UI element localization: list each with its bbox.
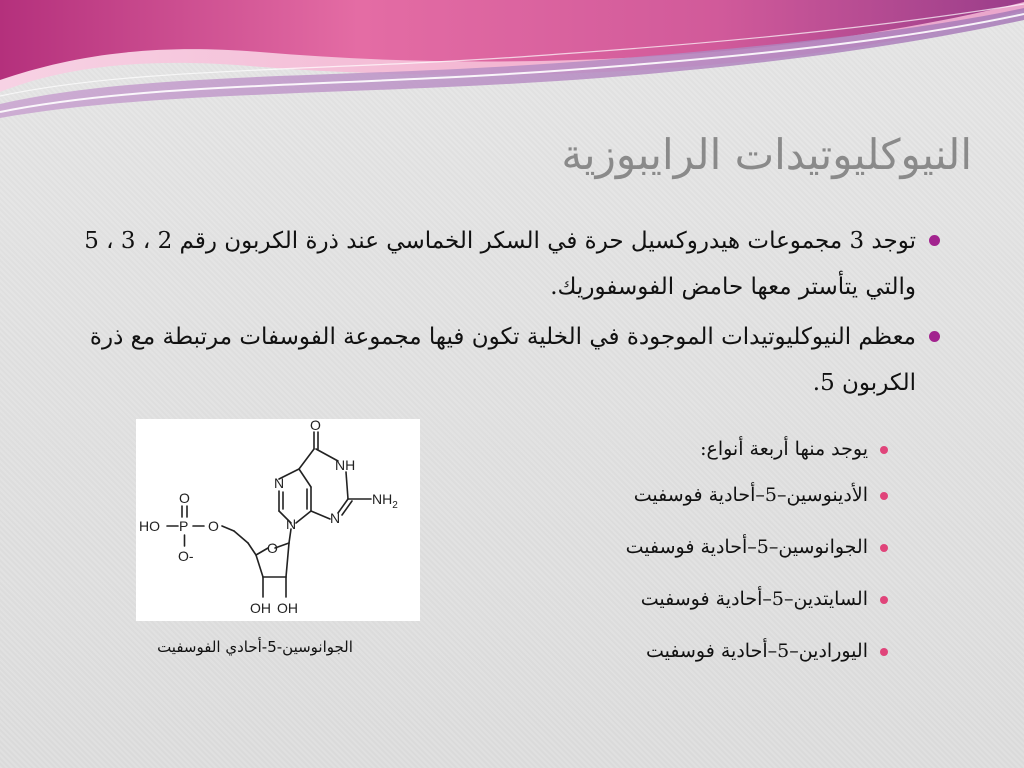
bullet-dot-icon xyxy=(929,235,940,246)
bullet-dot-icon xyxy=(929,331,940,342)
bullet-list xyxy=(80,218,940,410)
sub-bullet-dot-icon xyxy=(880,648,888,656)
bullet-item xyxy=(80,218,940,310)
figure-caption: الجوانوسين-5-أحادي الفوسفيت xyxy=(157,638,353,656)
n7-label: N xyxy=(274,475,285,491)
n9-label: N xyxy=(286,516,297,532)
anionic-oxygen-label: O- xyxy=(178,548,194,564)
bullet-text: معظم النيوكليوتيدات الموجودة في الخلية تكون فيها مجموعة الفوسفات مرتبطة مع ذرة الكربون 5. xyxy=(89,324,916,396)
sub-bullet-dot-icon xyxy=(880,596,888,604)
bullet-text: توجد 3 مجموعات هيدروكسيل حرة في السكر الخماسي عند ذرة الكربون رقم 2 ، 3 ، 5 والتي يتأستر معها حامض الفوسفوريك. xyxy=(84,228,916,300)
nucleotide-type-list xyxy=(550,480,890,688)
bullet-item xyxy=(80,314,940,406)
phosphorus-label: P xyxy=(179,518,189,534)
n3-label: N xyxy=(330,510,341,526)
sub-bullet-dot-icon xyxy=(880,446,888,454)
list-item xyxy=(550,532,890,562)
hydroxyl-2-label: OH xyxy=(250,600,271,616)
list-item-text: السايتدين–5–أحادية فوسفيت xyxy=(640,588,868,610)
list-item-text: الأدينوسين–5–أحادية فوسفيت xyxy=(633,484,868,506)
ring-oxygen-label: O xyxy=(267,540,278,556)
gmp-structure-diagram xyxy=(136,419,420,621)
sub-heading xyxy=(548,434,890,464)
list-item xyxy=(550,584,890,614)
carbonyl-oxygen-label: O xyxy=(310,419,321,433)
hydroxyl-label: HO xyxy=(139,518,160,534)
list-item-text: اليورادين–5–أحادية فوسفيت xyxy=(646,640,868,662)
nh-label: NH xyxy=(335,457,356,473)
sub-bullet-dot-icon xyxy=(880,544,888,552)
list-item-text: الجوانوسين–5–أحادية فوسفيت xyxy=(625,536,868,558)
decorative-wave-banner xyxy=(0,0,1024,130)
ester-oxygen-label: O xyxy=(208,518,219,534)
phosphoryl-oxygen-label: O xyxy=(179,490,190,506)
hydroxyl-3-label: OH xyxy=(277,600,298,616)
list-item xyxy=(550,480,890,510)
sub-bullet-dot-icon xyxy=(880,492,888,500)
sub-heading-text: يوجد منها أربعة أنواع: xyxy=(700,438,868,460)
slide-title: النيوكليوتيدات الرايبوزية xyxy=(561,130,972,179)
amino-label: $NH_2$ xyxy=(372,491,398,511)
list-item xyxy=(550,636,890,666)
